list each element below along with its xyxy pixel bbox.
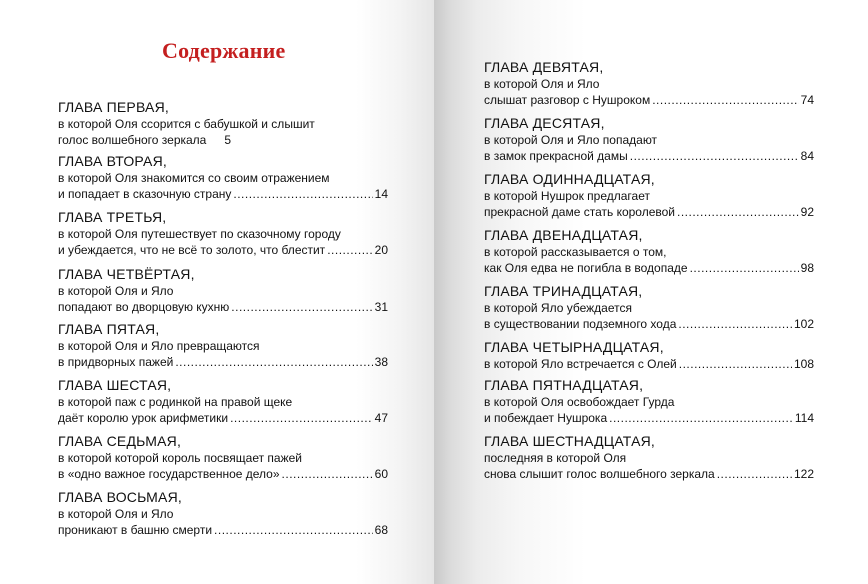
toc-entry xyxy=(484,283,814,332)
chapter-description-line xyxy=(484,316,814,332)
description-text: и попадает в сказочную страну xyxy=(58,187,232,201)
toc-entry xyxy=(484,433,814,482)
toc-entry xyxy=(58,377,388,426)
toc-entry xyxy=(58,433,388,482)
chapter-heading: ГЛАВА ТРЕТЬЯ, xyxy=(58,209,167,225)
page-number: 74 xyxy=(800,93,814,107)
description-text: прекрасной даме стать королевой xyxy=(484,205,676,219)
chapter-description-line xyxy=(484,132,814,148)
toc-entry xyxy=(58,153,388,202)
toc-entry xyxy=(58,266,388,315)
chapter-description-line xyxy=(484,450,814,466)
page-title: Содержание xyxy=(162,38,286,63)
page-number: 98 xyxy=(800,261,814,275)
dot-leader xyxy=(690,260,799,276)
chapter-description-line xyxy=(58,506,388,522)
chapter-heading: ГЛАВА ПЕРВАЯ, xyxy=(58,99,169,115)
description-text: в которой рассказывается о том, xyxy=(484,245,667,259)
chapter-description-line xyxy=(484,204,814,220)
description-text: в придворных пажей xyxy=(58,355,174,369)
dot-leader xyxy=(677,204,799,220)
description-text: в которой Оля освобождает Гурда xyxy=(484,395,675,409)
dot-leader xyxy=(233,186,372,202)
chapter-heading: ГЛАВА ТРИНАДЦАТАЯ, xyxy=(484,283,643,299)
chapter-heading: ГЛАВА СЕДЬМАЯ, xyxy=(58,433,182,449)
chapter-description-line xyxy=(58,522,388,538)
description-text: в которой Оля путешествует по сказочному городу xyxy=(58,227,341,241)
toc-entry xyxy=(58,99,388,148)
toc-entry xyxy=(484,171,814,220)
page-number: 20 xyxy=(374,243,388,257)
description-text: в которой Оля и Яло попадают xyxy=(484,133,658,147)
chapter-description-line xyxy=(58,283,388,299)
chapter-description-line xyxy=(484,466,814,482)
chapter-description-line xyxy=(484,394,814,410)
page-number: 5 xyxy=(224,133,232,147)
chapter-heading: ГЛАВА ВОСЬМАЯ, xyxy=(58,489,182,505)
description-text: в которой Яло убеждается xyxy=(484,301,632,315)
description-text: в замок прекрасной дамы xyxy=(484,149,628,163)
chapter-description-line xyxy=(484,356,814,372)
chapter-description-line xyxy=(58,242,388,258)
chapter-description-line xyxy=(58,466,388,482)
dot-leader xyxy=(609,410,793,426)
chapter-heading: ГЛАВА ОДИННАДЦАТАЯ, xyxy=(484,171,655,187)
chapter-heading: ГЛАВА ВТОРАЯ, xyxy=(58,153,167,169)
toc-entry xyxy=(484,59,814,108)
dot-leader xyxy=(231,299,372,315)
toc-entry xyxy=(58,489,388,538)
chapter-description-line xyxy=(58,394,388,410)
dot-leader xyxy=(630,148,799,164)
description-text: в существовании подземного хода xyxy=(484,317,677,331)
description-text: и убеждается, что не всё то золото, что блестит xyxy=(58,243,326,257)
toc-entry xyxy=(484,115,814,164)
chapter-heading: ГЛАВА ДЕВЯТАЯ, xyxy=(484,59,604,75)
chapter-heading: ГЛАВА ШЕСТАЯ, xyxy=(58,377,172,393)
toc-entry xyxy=(58,321,388,370)
page-number: 31 xyxy=(374,300,388,314)
page-number: 108 xyxy=(793,357,814,371)
chapter-heading: ГЛАВА ЧЕТЫРНАДЦАТАЯ, xyxy=(484,339,664,355)
chapter-description-line xyxy=(484,260,814,276)
dot-leader xyxy=(652,92,798,108)
chapter-description-line xyxy=(484,188,814,204)
chapter-heading: ГЛАВА ШЕСТНАДЦАТАЯ, xyxy=(484,433,656,449)
description-text: голос волшебного зеркала xyxy=(58,133,207,147)
description-text: в которой Оля и Яло xyxy=(58,507,174,521)
chapter-description-line xyxy=(484,92,814,108)
page-number: 38 xyxy=(374,355,388,369)
chapter-description-line xyxy=(484,148,814,164)
dot-leader xyxy=(679,356,792,372)
description-text: в которой Оля и Яло xyxy=(58,284,174,298)
chapter-heading: ГЛАВА ДВЕНАДЦАТАЯ, xyxy=(484,227,643,243)
dot-leader xyxy=(282,466,373,482)
page-number: 60 xyxy=(374,467,388,481)
description-text: в которой которой король посвящает пажей xyxy=(58,451,303,465)
page-number: 92 xyxy=(800,205,814,219)
description-text: снова слышит голос волшебного зеркала xyxy=(484,467,715,481)
chapter-description-line xyxy=(58,450,388,466)
dot-leader xyxy=(327,242,372,258)
chapter-description-line xyxy=(58,410,388,426)
page-number: 114 xyxy=(794,411,814,425)
dot-leader xyxy=(717,466,792,482)
description-text: в которой паж с родинкой на правой щеке xyxy=(58,395,293,409)
right-page xyxy=(434,0,868,584)
chapter-description-line xyxy=(58,299,388,315)
toc-entry xyxy=(484,377,814,426)
description-text: и побеждает Нушрока xyxy=(484,411,608,425)
chapter-heading: ГЛАВА ПЯТНАДЦАТАЯ, xyxy=(484,377,644,393)
description-text: как Оля едва не погибла в водопаде xyxy=(484,261,688,275)
description-text: в которой Оля и Яло xyxy=(484,77,600,91)
chapter-description-line xyxy=(58,226,388,242)
chapter-description-line xyxy=(58,186,388,202)
description-text: проникают в башню смерти xyxy=(58,523,213,537)
chapter-heading: ГЛАВА ДЕСЯТАЯ, xyxy=(484,115,605,131)
description-text: в которой Яло встречается с Олей xyxy=(484,357,677,371)
dot-leader xyxy=(214,522,373,538)
description-text: слышат разговор с Нушроком xyxy=(484,93,651,107)
page-number: 68 xyxy=(374,523,388,537)
description-text: в которой Оля ссорится с бабушкой и слышит xyxy=(58,117,315,131)
toc-entry xyxy=(58,209,388,258)
chapter-description-line xyxy=(58,338,388,354)
description-text: в которой Оля знакомится со своим отражением xyxy=(58,171,330,185)
page-number: 102 xyxy=(793,317,814,331)
description-text: в «одно важное государственное дело» xyxy=(58,467,280,481)
dot-leader xyxy=(230,410,373,426)
chapter-description-line xyxy=(58,132,388,148)
chapter-description-line xyxy=(58,170,388,186)
description-text: в которой Оля и Яло превращаются xyxy=(58,339,260,353)
chapter-description-line xyxy=(484,76,814,92)
chapter-heading: ГЛАВА ПЯТАЯ, xyxy=(58,321,160,337)
page-number: 47 xyxy=(374,411,388,425)
page-number: 122 xyxy=(793,467,814,481)
chapter-heading: ГЛАВА ЧЕТВЁРТАЯ, xyxy=(58,266,195,282)
description-text: попадают во дворцовую кухню xyxy=(58,300,230,314)
page-number: 84 xyxy=(800,149,814,163)
description-text: даёт королю урок арифметики xyxy=(58,411,229,425)
toc-entry xyxy=(484,227,814,276)
chapter-description-line xyxy=(484,244,814,260)
chapter-description-line xyxy=(484,410,814,426)
description-text: последняя в которой Оля xyxy=(484,451,627,465)
description-text: в которой Нушрок предлагает xyxy=(484,189,650,203)
chapter-description-line xyxy=(58,354,388,370)
dot-leader xyxy=(678,316,792,332)
page-number: 14 xyxy=(374,187,388,201)
chapter-description-line xyxy=(58,116,388,132)
toc-entry xyxy=(484,339,814,372)
dot-leader xyxy=(175,354,372,370)
chapter-description-line xyxy=(484,300,814,316)
